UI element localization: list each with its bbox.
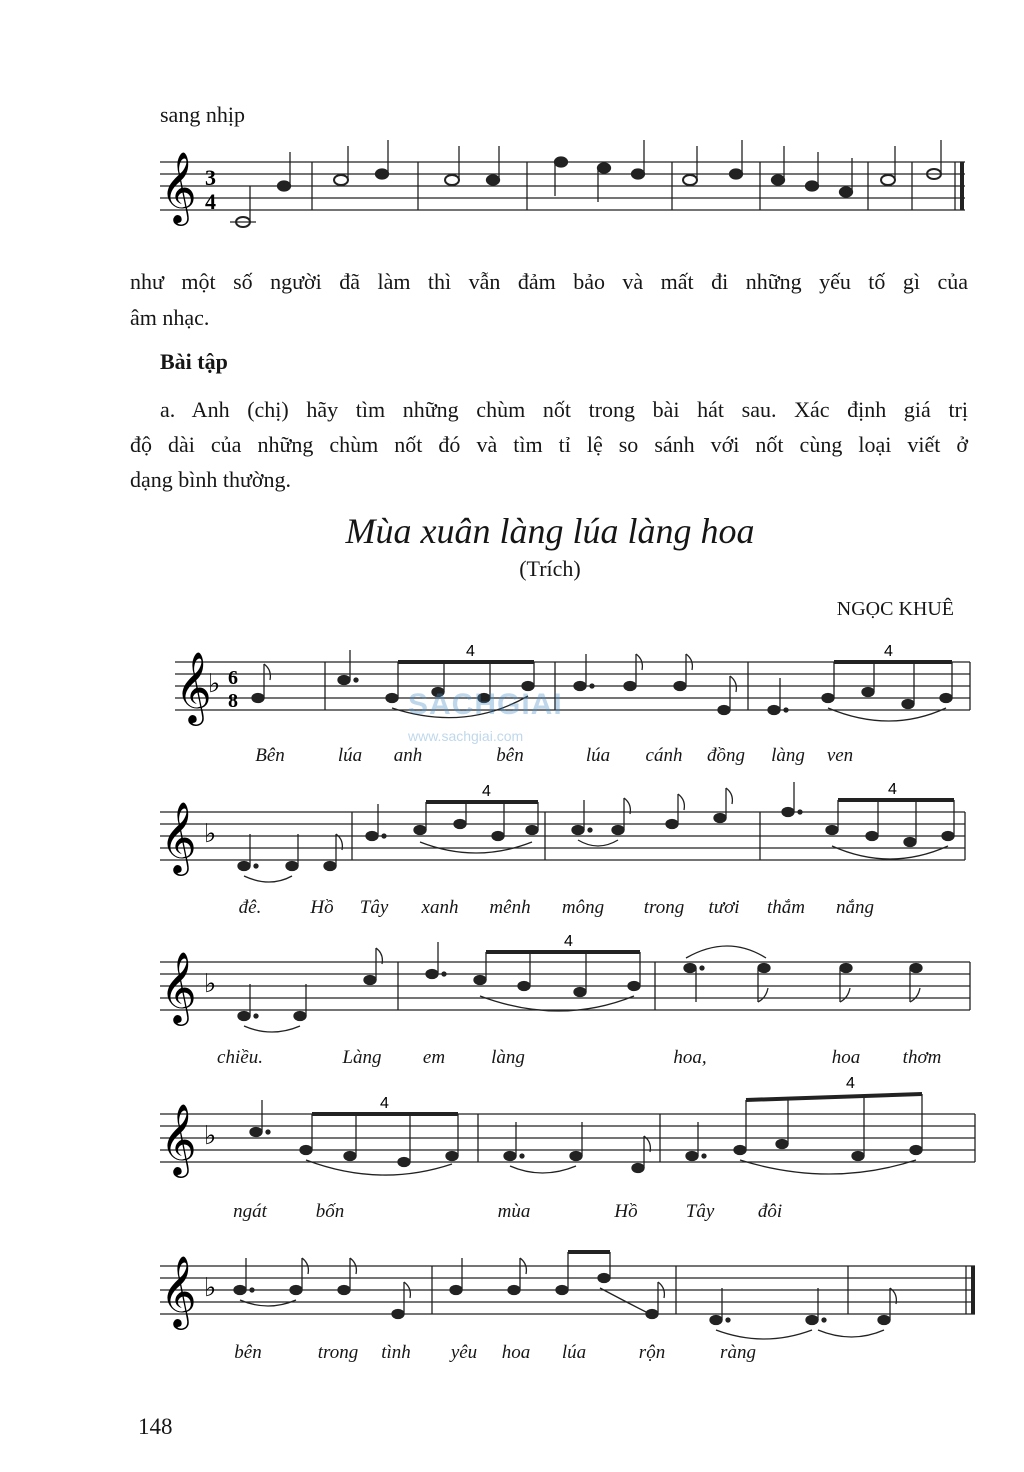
lyric-syllable: hoa <box>831 1047 861 1068</box>
song-staff-5 <box>0 1244 1024 1339</box>
lyric-syllable: ven <box>826 745 854 766</box>
lyric-syllable: Làng <box>342 1047 382 1068</box>
tuplet-number: 4 <box>380 1095 389 1112</box>
lyric-syllable: cánh <box>645 745 683 766</box>
lyric-syllable: mênh <box>489 897 531 918</box>
lyrics-line-1 <box>0 745 1024 775</box>
tuplet-number: 4 <box>482 783 491 800</box>
lyric-syllable: chiều. <box>217 1047 263 1068</box>
treble-clef-icon: 𝄞 <box>160 1254 197 1327</box>
lyric-syllable: đê. <box>238 897 262 918</box>
lyric-syllable: bốn <box>315 1201 345 1222</box>
lyric-syllable: Tây <box>685 1201 715 1222</box>
time-signature-bottom: 4 <box>205 189 216 214</box>
intro-label: sang nhịp <box>160 102 245 127</box>
lyric-syllable: thơm <box>902 1047 942 1068</box>
notes <box>250 1094 922 1175</box>
lyric-syllable: rộn <box>638 1342 666 1363</box>
flat-icon: ♭ <box>204 1273 217 1303</box>
lyrics-line-2 <box>0 897 1024 927</box>
treble-clef-icon: 𝄞 <box>160 150 197 223</box>
treble-clef-icon: 𝄞 <box>160 1102 197 1175</box>
task-line: a. Anh (chị) hãy tìm những chùm nốt trong bài hát sau. Xác định giá trị <box>160 397 968 422</box>
watermark-brand: SACHGIAI <box>408 688 563 721</box>
lyric-syllable: bên <box>496 745 524 766</box>
treble-clef-icon: 𝄞 <box>160 950 197 1023</box>
song-staff-1 <box>0 640 1024 730</box>
flat-icon: ♭ <box>208 669 221 699</box>
lyric-syllable: đôi <box>757 1201 783 1222</box>
lyric-syllable: Bên <box>255 745 285 766</box>
example-notes <box>230 140 941 227</box>
paragraph-line: như một số người đã làm thì vẫn đảm bảo và mất đi những yếu tố gì của <box>130 269 968 294</box>
paragraph-line: âm nhạc. <box>130 305 210 330</box>
lyric-syllable: trong <box>317 1342 359 1363</box>
lyric-syllable: Hồ <box>310 897 334 918</box>
song-subtitle: (Trích) <box>519 556 581 581</box>
flat-icon: ♭ <box>204 969 217 999</box>
song-staff-2 <box>0 781 1024 885</box>
lyric-syllable: Tây <box>359 897 389 918</box>
flat-icon: ♭ <box>204 819 217 849</box>
notes <box>238 782 954 882</box>
lyric-syllable: yêu <box>450 1342 478 1363</box>
staff-lines <box>175 662 970 710</box>
lyric-syllable: thắm <box>767 897 805 918</box>
lyric-syllable: xanh <box>421 897 459 918</box>
lyric-syllable: làng <box>771 745 805 766</box>
notes <box>234 1252 896 1339</box>
song-title: Mùa xuân làng lúa làng hoa <box>345 511 755 551</box>
lyric-syllable: hoa, <box>673 1047 707 1068</box>
staff-lines <box>160 812 965 860</box>
tuplet-number: 4 <box>884 643 893 660</box>
tuplet-number: 4 <box>564 933 573 950</box>
lyric-syllable: em <box>422 1047 446 1068</box>
lyric-syllable: anh <box>393 745 423 766</box>
tuplet-number: 4 <box>466 643 475 660</box>
song-staff-4 <box>0 1075 1024 1187</box>
example-staff <box>0 150 1024 240</box>
lyric-syllable: tình <box>381 1342 411 1363</box>
task-line: độ dài của những chùm nốt đó và tìm tỉ lệ so sánh với nốt cùng loại viết ở <box>130 432 968 457</box>
page-number: 148 <box>138 1414 173 1439</box>
lyric-syllable: lúa <box>561 1342 587 1363</box>
time-signature-top: 6 <box>228 667 238 689</box>
lyrics-line-3 <box>0 1047 1024 1077</box>
flat-icon: ♭ <box>204 1121 217 1151</box>
tuplet-number: 4 <box>846 1075 855 1092</box>
tuplet-number: 4 <box>888 781 897 798</box>
lyrics-line-5 <box>0 1342 1024 1372</box>
song-staff-3 <box>0 933 1024 1035</box>
composer: NGỌC KHUÊ <box>836 598 954 620</box>
time-signature-top: 3 <box>205 165 216 190</box>
lyric-syllable: lúa <box>337 745 363 766</box>
lyric-syllable: mông <box>561 897 605 918</box>
lyric-syllable: ngát <box>233 1201 267 1222</box>
lyric-syllable: mùa <box>497 1201 531 1222</box>
lyric-syllable: bên <box>234 1342 262 1363</box>
lyric-syllable: đồng <box>707 745 745 766</box>
notes <box>238 942 922 1032</box>
lyric-syllable: ràng <box>720 1342 756 1363</box>
lyric-syllable: nắng <box>836 897 874 918</box>
lyric-syllable: tươi <box>708 897 740 918</box>
lyric-syllable: Hồ <box>614 1201 638 1222</box>
exercise-heading: Bài tập <box>160 349 228 374</box>
lyric-syllable: lúa <box>585 745 611 766</box>
lyric-syllable: trong <box>643 897 685 918</box>
time-signature-bottom: 8 <box>228 690 238 712</box>
task-line: dạng bình thường. <box>130 467 292 492</box>
treble-clef-icon: 𝄞 <box>175 650 212 723</box>
watermark-url: www.sachgiai.com <box>408 728 524 744</box>
lyrics-line-4 <box>0 1201 1024 1231</box>
treble-clef-icon: 𝄞 <box>160 800 197 873</box>
lyric-syllable: hoa <box>501 1342 531 1363</box>
lyric-syllable: làng <box>491 1047 525 1068</box>
